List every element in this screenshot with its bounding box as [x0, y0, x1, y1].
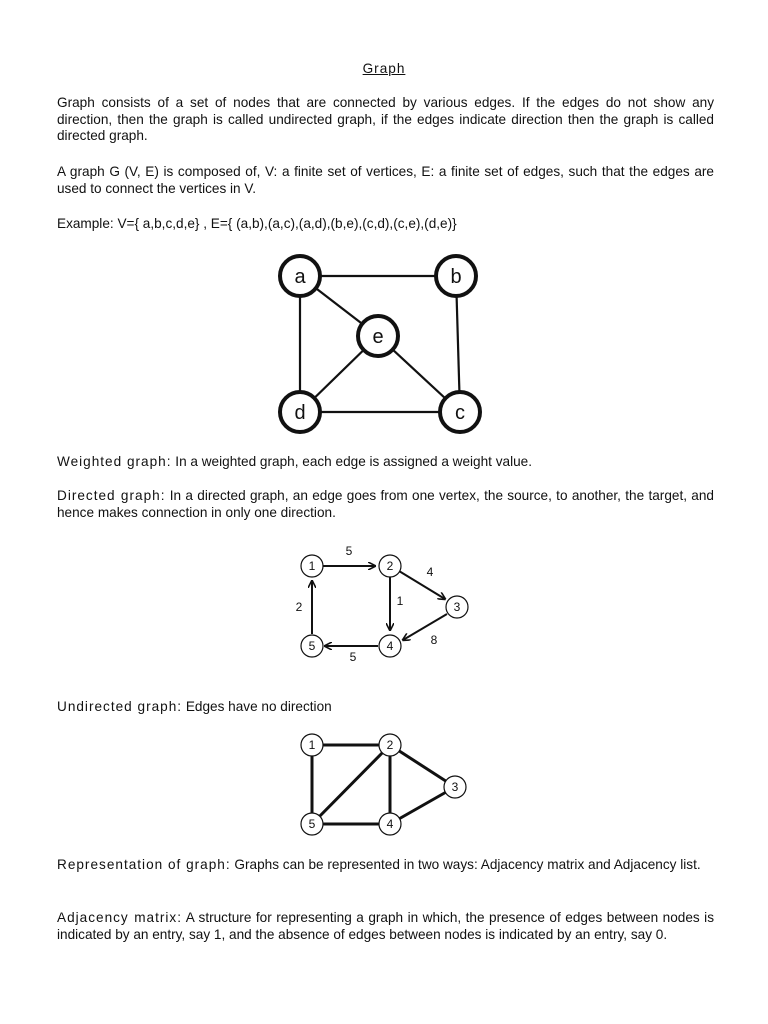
node-5: 5	[308, 817, 316, 831]
example-line: Example: V={ a,b,c,d,e} , E={ (a,b),(a,c),(a,d),(b,e),(c,d),(c,e),(d,e)}	[57, 216, 457, 231]
node-2: 2	[386, 559, 394, 573]
directed-text: In a directed graph, an edge goes from one vertex, the source, to another, the target, and hence makes connection in only one direction.	[57, 488, 714, 520]
figure-undirected-graph	[292, 728, 482, 848]
figure-graph-abcde	[270, 248, 500, 438]
weighted-term: Weighted graph:	[57, 454, 172, 469]
svg-text:c: c	[455, 402, 465, 424]
node-1: 1	[308, 559, 316, 573]
undirected-term: Undirected graph:	[57, 699, 183, 714]
representation-paragraph	[57, 857, 714, 874]
node-2: 2	[386, 738, 394, 752]
weight-3-4: 8	[430, 633, 438, 647]
node-4: 4	[386, 817, 394, 831]
svg-text:e: e	[372, 326, 384, 348]
adjacency-paragraph	[57, 910, 714, 943]
definition-paragraph: A graph G (V, E) is composed of, V: a finite set of vertices, E: a finite set of edges, such that the edges are used to connect the vertices in V.	[57, 164, 714, 196]
page-title: Graph	[362, 61, 406, 76]
svg-text:a: a	[294, 266, 306, 288]
node-e	[358, 316, 398, 356]
weight-2-3: 4	[426, 565, 434, 579]
directed-paragraph	[57, 488, 714, 521]
node-b	[436, 256, 476, 296]
node-3: 3	[451, 780, 459, 794]
figure-directed-graph	[292, 540, 482, 670]
node-1: 1	[308, 738, 316, 752]
node-c	[440, 392, 480, 432]
node-a	[280, 256, 320, 296]
representation-text: Graphs can be represented in two ways: Adjacency matrix and Adjacency list.	[230, 857, 701, 872]
weighted-text: In a weighted graph, each edge is assigned a weight value.	[171, 454, 532, 469]
intro-paragraph: Graph consists of a set of nodes that are connected by various edges. If the edges do not show any direction, then the graph is called undirected graph, if the edges indicate direction then the graph is called directed graph.	[57, 95, 714, 143]
svg-text:b: b	[450, 266, 462, 288]
representation-term: Representation of graph:	[57, 857, 231, 872]
adjacency-text: A structure for representing a graph in which, the presence of edges between nodes is indicated by an entry, say 1, and the absence of edges between nodes is indicated by an entry, say 0.	[57, 910, 714, 942]
svg-text:d: d	[294, 402, 306, 424]
weight-4-5: 5	[349, 650, 357, 664]
node-d	[280, 392, 320, 432]
weight-2-4: 1	[396, 594, 404, 608]
weighted-paragraph	[57, 454, 714, 471]
undirected-text: Edges have no direction	[182, 699, 332, 714]
node-4: 4	[386, 639, 394, 653]
adjacency-term: Adjacency matrix:	[57, 910, 182, 925]
weight-1-2: 5	[345, 544, 353, 558]
directed-term: Directed graph:	[57, 488, 166, 503]
node-3: 3	[453, 600, 461, 614]
undirected-paragraph	[57, 699, 714, 716]
node-5: 5	[308, 639, 316, 653]
weight-5-1: 2	[295, 600, 303, 614]
